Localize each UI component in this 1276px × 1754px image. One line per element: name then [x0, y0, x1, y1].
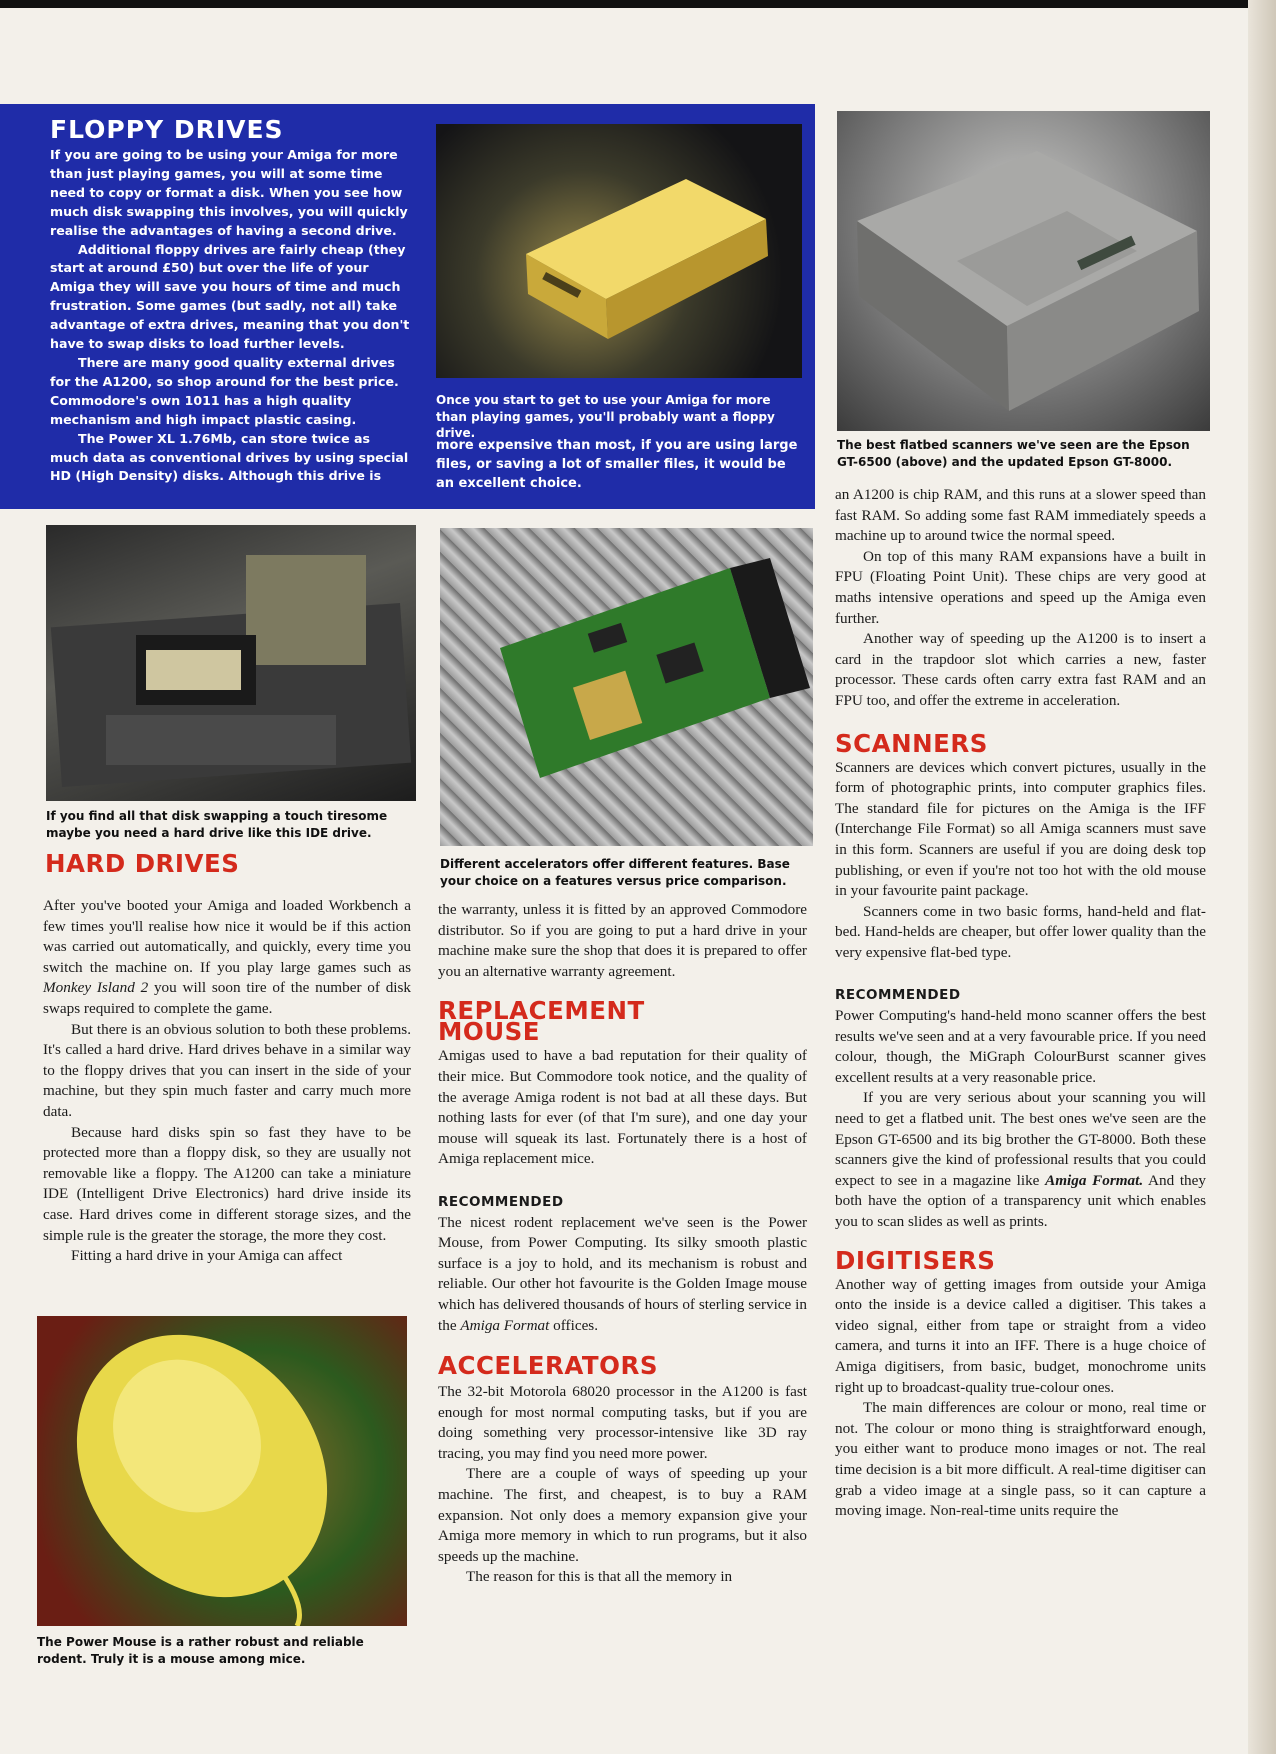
digitisers-heading: DIGITISERS — [835, 1245, 996, 1275]
accelerator-caption: Different accelerators offer different features. Base your choice on a features versus price comparison. — [440, 857, 790, 888]
floppy-paragraph: Additional floppy drives are fairly cheap (they start at around £50) but over the life of your Amiga they will save you hours of time and much frustration. Some games (but sadly, not all) take advantage of extra drives, meaning that you don't have to swap disks to load further levels. — [50, 241, 410, 352]
hard-drives-paragraph: But there is an obvious solution to both these problems. It's called a hard drive. Hard drives behave in a similar way to the floppy drives that you can insert in the side of your machine, but they spin much faster and carry much more data. — [43, 1020, 411, 1120]
floppy-caption: Once you start to get to use your Amiga for more than playing games, you'll probably want a floppy drive. — [436, 393, 775, 440]
scanners-paragraph: Scanners come in two basic forms, hand-held and flat-bed. Hand-helds are cheaper, but offer lower quality than the very expensive flat-bed type. — [835, 902, 1206, 961]
right-column — [835, 485, 1206, 1522]
hard-drives-paragraph: Because hard disks spin so fast they have to be protected more than a floppy disk, so they are usually not removable like a floppy. The A1200 can take a miniature IDE (Intelligent Drive Electronics) hard drive inside its case. Hard drives come in different storage sizes, and the simple rule is the greater the storage, the more they cost. — [43, 1123, 411, 1244]
floppy-paragraph: The Power XL 1.76Mb, can store twice as much data as conventional drives by using special HD (High Density) disks. Although this drive is — [50, 430, 409, 484]
scanners-rec-text-a: If you are very serious about your scanning you will need to get a flatbed unit. The best ones we've seen are the Epson GT-6500 and its big brother the GT-8000. Both these scanners give the kind of professional results that you could expect to see in a magazine like — [835, 1089, 1206, 1189]
scanners-section — [835, 728, 1206, 1233]
middle-column — [438, 900, 807, 1588]
power-mouse-photo — [37, 1316, 407, 1626]
hard-drives-continued: the warranty, unless it is fitted by an approved Commodore distributor. So if you are going to put a hard drive in your machine make sure the shop that does it is prepared to offer you an alternative warranty agreement. — [438, 901, 807, 980]
hard-drives-heading: HARD DRIVES — [45, 849, 240, 878]
digitisers-paragraph: The main differences are colour or mono, real time or not. The colour or mono thing is straightforward enough, you either want to produce mono images or not. The real time decision is a bit more difficult. A real-time digitiser can grab a video image at a single pass, so it can capture a moving image. Non-real-time units require the — [835, 1399, 1206, 1520]
floppy-drive-photo — [436, 124, 802, 378]
scanners-rec-text-b: And they both have the option of a transparency unit which enables you to scan slides as well as prints. — [835, 1171, 1206, 1230]
mouse-section — [438, 996, 807, 1336]
scanners-heading: SCANNERS — [835, 728, 988, 758]
mouse-caption: The Power Mouse is a rather robust and reliable rodent. Truly it is a mouse among mice. — [37, 1635, 364, 1666]
hard-drive-photo — [46, 525, 416, 801]
floppy-heading: FLOPPY DRIVES — [50, 115, 284, 144]
hard-drives-text — [43, 896, 411, 1267]
magazine-title: Amiga Format. — [1045, 1171, 1144, 1189]
scanners-rec-paragraph: Power Computing's hand-held mono scanner offers the best results we've seen and at a very favourable price. If you need colour, though, the MiGraph ColourBurst scanner gives excellent results at a very reasonable price. — [835, 1007, 1206, 1086]
floppy-text-column — [50, 116, 410, 486]
mouse-rec-text-a: The nicest rodent replacement we've seen is the Power Mouse, from Power Computing. Its silky smooth plastic surface is a joy to hold, and its mechanism is robust and reliable. Our other hot favourite is the Golden Image mouse which has delivered thousands of hours of sterling service in the — [438, 1213, 807, 1334]
accelerators-paragraph: The 32-bit Motorola 68020 processor in the A1200 is fast enough for most normal computing tasks, but if you are doing something very processor-intensive like 3D ray tracing, you may find you need more power. — [438, 1383, 807, 1462]
hard-drive-caption: If you find all that disk swapping a touch tiresome maybe you need a hard drive like this IDE drive. — [46, 809, 388, 840]
mouse-recommended-heading: RECOMMENDED — [438, 1193, 564, 1210]
magazine-title: Amiga Format — [460, 1316, 550, 1334]
floppy-continued-text: more expensive than most, if you are using large files, or saving a lot of smaller files, it would be an excellent choice. — [436, 438, 798, 491]
accelerators-continued: an A1200 is chip RAM, and this runs at a slower speed than fast RAM. So adding some fast RAM immediately speeds a machine up to around twice the normal speed. — [835, 486, 1206, 545]
floppy-paragraph: If you are going to be using your Amiga for more than just playing games, you will at some time need to copy or format a disk. When you see how much disk swapping this involves, you will quickly realise the advantages of having a second drive. — [50, 147, 408, 238]
top-edge — [0, 0, 1276, 8]
hard-drives-text-b: you will soon tire of the number of disk swaps required to complete the game. — [43, 979, 412, 1017]
hard-drives-paragraph: Fitting a hard drive in your Amiga can affect — [71, 1247, 343, 1265]
digitisers-section — [835, 1245, 1206, 1522]
accelerators-paragraph: The reason for this is that all the memory in — [466, 1568, 733, 1586]
digitisers-paragraph: Another way of getting images from outside your Amiga onto the inside is a device called a digitiser. This takes a video signal, either from tape or straight from a video camera, and turns it into an IFF. There is a huge choice of Amiga digitisers, from basic, budget, monochrome units right up to broadcast-quality true-colour ones. — [835, 1275, 1206, 1396]
hard-drives-text-a: After you've booted your Amiga and loaded Workbench a few times you'll realise how nice it would be if this action was carried out automatically, and quickly, every time you switch the machine on. If you play large games such as — [43, 897, 411, 976]
accelerators-paragraph: There are a couple of ways of speeding up your machine. The first, and cheapest, is to buy a RAM expansion. Not only does a memory expansion give your Amiga more memory in which to run programs, but it also speeds up the machine. — [438, 1465, 807, 1565]
mouse-rec-text-b: offices. — [549, 1316, 599, 1334]
page-edge — [1248, 0, 1276, 1754]
mouse-heading-line2: MOUSE — [438, 1017, 540, 1047]
accelerators-heading: ACCELERATORS — [438, 1351, 658, 1381]
mouse-heading-line1: REPLACEMENT — [438, 996, 645, 1026]
game-title: Monkey Island 2 — [43, 979, 149, 997]
mouse-paragraph: Amigas used to have a bad reputation for their quality of their mice. But Commodore took notice, and the quality of the average Amiga rodent is not bad at all these days. But nothing lasts for ever (of that I'm sure), and one day your mouse will squeak its last. Fortunately there is a host of Amiga replacement mice. — [438, 1047, 807, 1168]
floppy-paragraph: There are many good quality external drives for the A1200, so shop around for the best price. Commodore's own 1011 has a high quality mechanism and high impact plastic casing. — [50, 354, 399, 427]
scanners-recommended-heading: RECOMMENDED — [835, 987, 961, 1004]
scanners-paragraph: Scanners are devices which convert pictures, usually in the form of photographic prints, into computer graphics files. The standard file for pictures on the Amiga is the IFF (Interchange File Format) so all Amiga scanners must save in this form. Scanners are useful if you are doing desk top publishing, or even if you're not too hot with the old mouse in your favourite paint package. — [835, 758, 1206, 900]
accelerators-section — [438, 1351, 807, 1588]
accelerators-continued: Another way of speeding up the A1200 is to insert a card in the trapdoor slot which carries a new, faster processor. These cards often carry extra fast RAM and an FPU too, and offer the extreme in acceleration. — [835, 630, 1206, 709]
accelerators-continued: On top of this many RAM expansions have a built in FPU (Floating Point Unit). These chips are very good at maths intensive operations and speed up the Amiga even further. — [835, 547, 1206, 627]
scanner-caption: The best flatbed scanners we've seen are the Epson GT-6500 (above) and the updated Epson GT-8000. — [837, 438, 1190, 469]
accelerator-photo — [440, 528, 813, 846]
scanner-photo — [837, 111, 1210, 431]
